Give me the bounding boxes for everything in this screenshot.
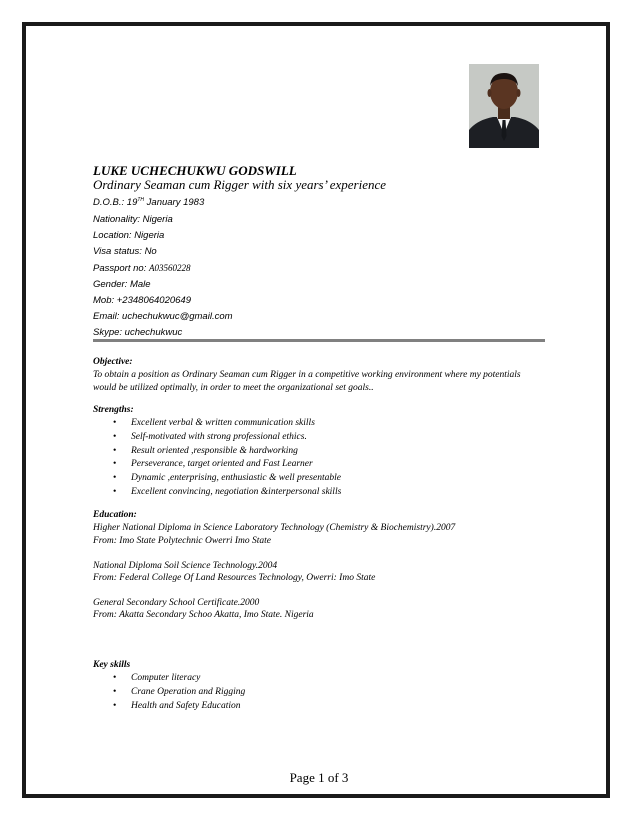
list-item: • Computer literacy — [113, 672, 245, 686]
strengths-title: Strengths: — [93, 405, 134, 415]
candidate-name: LUKE UCHECHUKWU GODSWILL — [93, 163, 297, 178]
education-institution: From: Imo State Polytechnic Owerri Imo State — [93, 536, 271, 546]
person-silhouette-icon — [469, 64, 539, 148]
education-institution: From: Federal College Of Land Resources Technology, Owerri: Imo State — [93, 573, 376, 583]
header-divider — [93, 339, 545, 342]
objective-text: To obtain a position as Ordinary Seaman cum Rigger in a competitive working environment where my potentials would be utilized optimally, in order to meet the organizational set goals.. — [93, 370, 521, 393]
bullet-icon: • — [113, 431, 117, 442]
location-line: Location: Nigeria — [93, 230, 165, 241]
passport-label: Passport no: — [93, 263, 149, 274]
list-item: • Excellent verbal & written communication skills — [113, 417, 341, 431]
list-item: • Excellent convincing, negotiation &interpersonal skills — [113, 486, 341, 500]
nationality-line: Nationality: Nigeria — [93, 214, 173, 225]
education-title: Education: — [93, 510, 137, 520]
bullet-icon: • — [113, 473, 117, 484]
bullet-icon: • — [113, 459, 117, 470]
list-item: • Self-motivated with strong professional ethics. — [113, 431, 341, 445]
email-line: Email: uchechukwuc@gmail.com — [93, 311, 233, 322]
strengths-list — [113, 417, 341, 500]
list-item: • Perseverance, target oriented and Fast Learner — [113, 458, 341, 472]
key-skills-title: Key skills — [93, 660, 131, 670]
passport-line — [93, 263, 190, 274]
dob-line — [93, 197, 204, 208]
passport-value: A03560228 — [148, 263, 191, 273]
bullet-icon: • — [113, 486, 117, 497]
education-degree: General Secondary School Certificate.2000 — [93, 598, 260, 608]
key-skills-list — [113, 672, 245, 713]
dob-superscript: TH — [137, 197, 145, 203]
education-degree: Higher National Diploma in Science Laboratory Technology (Chemistry & Biochemistry).2007 — [93, 523, 456, 533]
candidate-headline: Ordinary Seaman cum Rigger with six years’ experience — [93, 177, 387, 192]
bullet-icon: • — [113, 673, 117, 683]
visa-line: Visa status: No — [93, 246, 157, 257]
dob-prefix: D.O.B.: 19 — [93, 197, 138, 209]
bullet-icon: • — [113, 418, 117, 428]
profile-photo — [469, 64, 539, 148]
list-item: • Crane Operation and Rigging — [113, 686, 245, 700]
skype-line: Skype: uchechukwuc — [93, 327, 183, 338]
list-item: • Health and Safety Education — [113, 700, 245, 714]
list-item: • Result oriented ,responsible & hardworking — [113, 445, 341, 459]
mobile-line: Mob: +2348064020649 — [93, 295, 191, 306]
education-institution: From: Akatta Secondary Schoo Akatta, Imo State. Nigeria — [93, 610, 314, 620]
gender-line: Gender: Male — [93, 279, 151, 290]
page-number: Page 1 of 3 — [289, 770, 349, 785]
education-degree: National Diploma Soil Science Technology.2004 — [93, 561, 278, 571]
dob-suffix: January 1983 — [144, 197, 205, 209]
list-item: • Dynamic ,enterprising, enthusiastic & well presentable — [113, 472, 341, 486]
bullet-icon: • — [113, 686, 117, 697]
objective-title: Objective: — [93, 357, 133, 367]
bullet-icon: • — [113, 700, 117, 711]
bullet-icon: • — [113, 445, 117, 456]
